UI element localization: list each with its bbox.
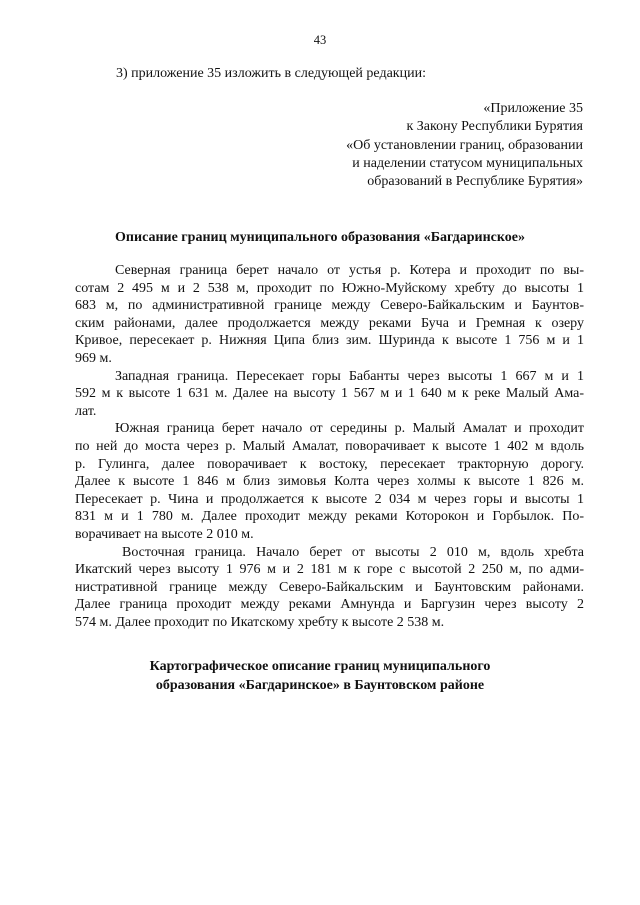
paragraph-north-border	[75, 262, 584, 368]
appendix-header-line: «Приложение 35	[483, 101, 583, 116]
cartographic-title-line: Картографическое описание границ муниципального	[149, 659, 491, 674]
paragraph-line: ворачивает на высоте 2 010 м.	[75, 526, 254, 542]
paragraph-line: Икатский через высоту 1 976 м и 2 181 м к горе с высотой 2 250 м, по адми-	[75, 562, 584, 578]
paragraph-line: Южная граница берет начало от середины р. Малый Амалат и проходит	[115, 421, 584, 437]
paragraph-line: 969 м.	[75, 350, 112, 366]
intro-line: 3) приложение 35 изложить в следующей редакции:	[116, 66, 426, 81]
section-title: Описание границ муниципального образования «Багдаринское»	[115, 230, 525, 245]
paragraph-west-border	[75, 368, 584, 421]
paragraph-line: нистративной границе между Северо-Байкальским и Баунтовским районами.	[75, 579, 584, 595]
appendix-header-line: образований в Республике Бурятия»	[367, 174, 583, 190]
paragraph-line: Далее к высоте 1 846 м близ зимовья Колта через холмы к высоте 1 826 м.	[75, 474, 584, 490]
paragraph-line: 592 м к высоте 1 631 м. Далее на высоту 1 567 м и 1 640 м к реке Малый Ама-	[75, 386, 584, 402]
paragraph-line: 831 м и 1 780 м. Далее проходит между реками Которокон и Горбылок. По-	[75, 509, 584, 525]
cartographic-title-line: образования «Багдаринское» в Баунтовском районе	[155, 678, 485, 693]
paragraph-line: Северная граница берет начало от устья р. Котера и проходит по вы-	[115, 263, 584, 278]
paragraph-line: Западная граница. Пересекает горы Бабанты через высоты 1 667 м и 1	[115, 368, 584, 384]
paragraph-line: р. Гулинга, далее поворачивает к востоку, пересекает тракторную дорогу.	[75, 456, 584, 472]
page-number: 43	[313, 33, 327, 47]
paragraph-south-border	[75, 420, 584, 543]
appendix-header-line: к Закону Республики Бурятия	[406, 119, 583, 135]
cartographic-title	[0, 657, 640, 695]
paragraph-line: 574 м. Далее проходит по Икатскому хребту к высоте 2 538 м.	[75, 614, 445, 630]
paragraph-line: Кривое, пересекает р. Нижняя Ципа близ зим. Шуринда к высоте 1 756 м и 1	[75, 333, 584, 349]
appendix-header-line: и наделении статусом муниципальных	[352, 155, 583, 171]
paragraph-line: Восточная граница. Начало берет от высоты 2 010 м, вдоль хребта	[122, 544, 584, 560]
paragraph-line: по ней до моста через р. Малый Амалат, поворачивает к высоте 1 402 м вдоль	[75, 438, 584, 454]
paragraph-east-border	[75, 544, 584, 632]
border-description	[75, 262, 584, 631]
paragraph-line: лат.	[75, 403, 97, 419]
paragraph-line: сотам 2 495 м и 2 538 м, проходит по Южно-Муйскому хребту до высоты 1	[75, 280, 584, 296]
paragraph-line: ским районами, далее продолжается между реками Буча и Гремная к озеру	[75, 315, 584, 331]
appendix-header	[163, 100, 583, 191]
appendix-header-line: «Об установлении границ, образовании	[346, 137, 583, 153]
paragraph-line: 683 м, по административной границе между Северо-Байкальским и Баунтов-	[75, 298, 584, 314]
paragraph-line: Далее граница проходит между реками Амнунда и Баргузин через высоту 2	[75, 597, 584, 613]
paragraph-line: Пересекает р. Чина и продолжается к высоте 2 034 м через горы и высоты 1	[75, 491, 584, 507]
